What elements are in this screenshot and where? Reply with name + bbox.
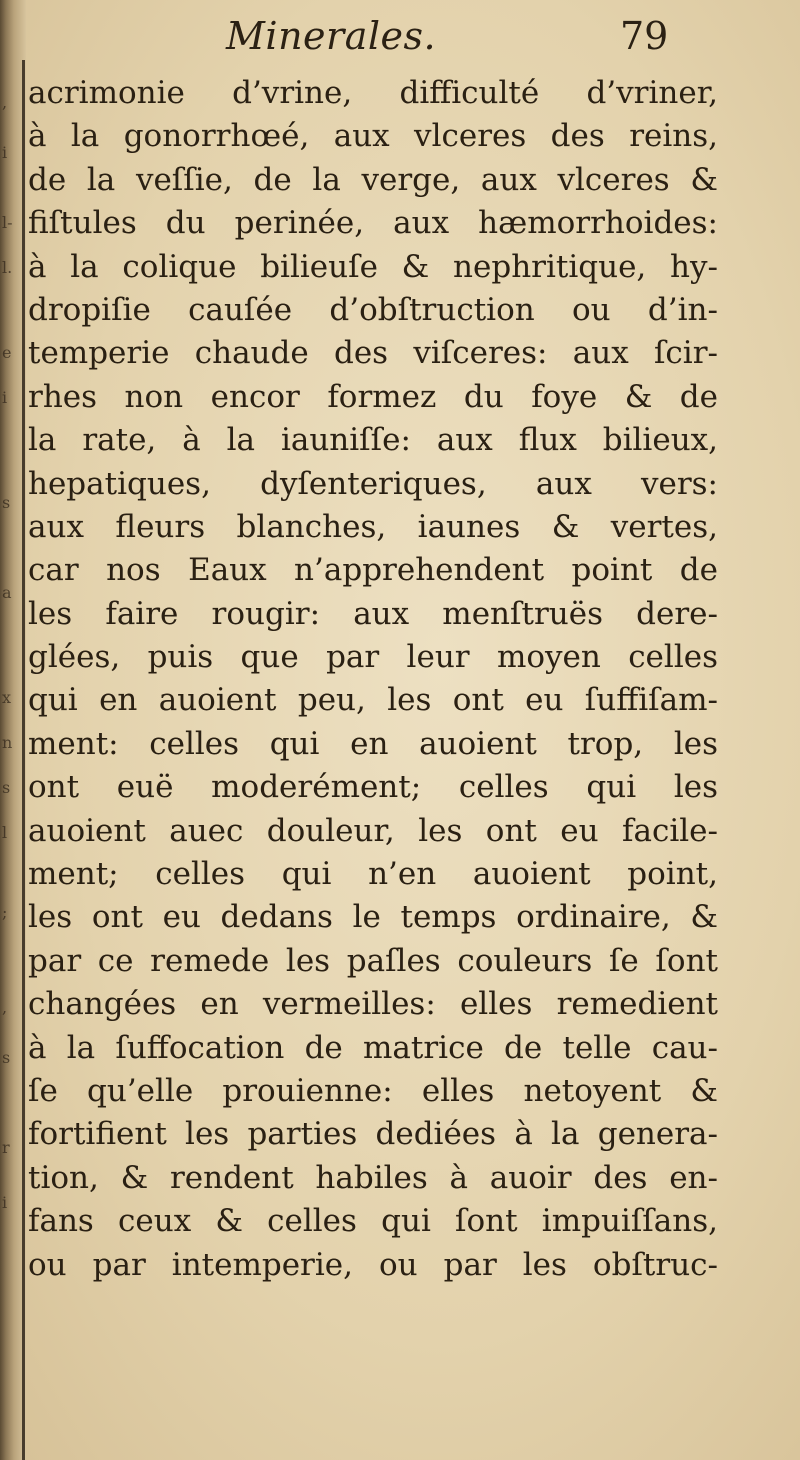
text-line: ment: celles qui en auoient trop, les [28, 725, 718, 762]
page-number: 79 [620, 14, 669, 58]
gutter-rule [22, 60, 25, 1460]
text-line: qui en auoient peu, les ont eu ſuffiſam- [28, 682, 718, 719]
text-line: fans ceux & celles qui ſont impuiſſans, [28, 1203, 718, 1240]
facing-page-bleed: , i l- l. e i s a x n s l ; , s r i [2, 93, 13, 1212]
text-line: ont euë moderément; celles qui les [28, 769, 718, 806]
text-line: fiſtules du perinée, aux hæmorrhoides: [28, 205, 718, 242]
text-line: fortifient les parties dediées à la genera- [28, 1116, 718, 1153]
text-line: à la gonorrhœé, aux vlceres des reins, [28, 118, 718, 155]
text-line: auoient auec douleur, les ont eu facile- [28, 812, 718, 849]
text-line: la rate, à la iauniſſe: aux flux bilieux, [28, 422, 718, 459]
text-line: changées en vermeilles: elles remedient [28, 986, 718, 1023]
text-line: hepatiques, dyſenteriques, aux vers: [28, 465, 718, 502]
text-line: de la veſſie, de la verge, aux vlceres & [28, 161, 718, 198]
text-line: par ce remede les paſles couleurs ſe ſont [28, 942, 718, 979]
text-line: car nos Eaux n’apprehendent point de [28, 552, 718, 589]
text-line: rhes non encor formez du foye & de [28, 378, 718, 415]
text-line: ou par intemperie, ou par les obſtruc- [28, 1246, 718, 1283]
text-line: ſe qu’elle prouienne: elles netoyent & [28, 1072, 718, 1109]
text-line: temperie chaude des viſceres: aux ſcir- [28, 335, 718, 372]
text-line: les ont eu dedans le temps ordinaire, & [28, 899, 718, 936]
running-head: Minerales. [226, 14, 437, 58]
text-line: les faire rougir: aux menſtruës dere- [28, 595, 718, 632]
text-line: tion, & rendent habiles à auoir des en- [28, 1159, 718, 1196]
text-line: glées, puis que par leur moyen celles [28, 639, 718, 676]
text-line: ment; celles qui n’en auoient point, [28, 856, 718, 893]
text-line: à la ſuffocation de matrice de telle cau- [28, 1029, 718, 1066]
text-line: à la colique bilieuſe & nephritique, hy- [28, 248, 718, 285]
text-line: aux fleurs blanches, iaunes & vertes, [28, 508, 718, 545]
text-line: acrimonie d’vrine, difficulté d’vriner, [28, 75, 718, 111]
body-text [28, 72, 718, 1287]
page-header [0, 14, 800, 58]
text-line: dropiſie cauſée d’obſtruction ou d’in- [28, 291, 718, 328]
